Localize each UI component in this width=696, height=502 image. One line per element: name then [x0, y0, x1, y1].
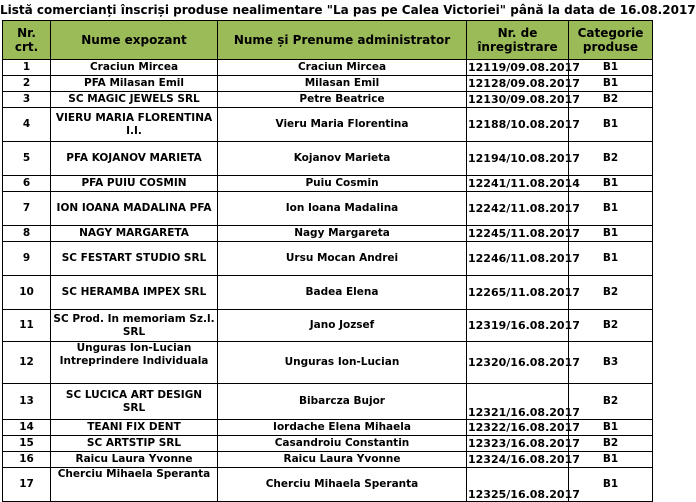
cell-inreg: 12130/09.08.2017: [468, 93, 580, 106]
sheet-title: Listă comercianți înscriși produse nealimentare "La pas pe Calea Victoriei" până la data de 16.08.2017: [0, 3, 696, 17]
cell-inreg: 12319/16.08.2017: [467, 310, 569, 342]
cell-categorie: B1: [569, 226, 653, 242]
table-row: [3, 142, 653, 176]
cell-inreg: 12323/16.08.2017: [468, 437, 580, 450]
cell-categorie: B1: [569, 176, 653, 192]
cell-categorie: B1: [569, 108, 653, 142]
cell-inreg: 12242/11.08.2017: [467, 192, 569, 226]
table-row: [3, 176, 653, 192]
cell-inreg: 12324/16.08.2017: [468, 453, 580, 466]
cell-categorie: B1: [569, 192, 653, 226]
table-row: [3, 342, 653, 384]
table-row: [3, 276, 653, 310]
cell-nr: 17: [3, 468, 51, 502]
cell-admin: Craciun Mircea: [218, 60, 467, 76]
table-row: [3, 242, 653, 276]
cell-expozant: SC MAGIC JEWELS SRL: [51, 92, 218, 108]
header-categorie: Categorie produse: [569, 21, 653, 60]
cell-admin: Petre Beatrice: [218, 92, 467, 108]
cell-categorie: B2: [569, 436, 653, 452]
cell-admin: Ursu Mocan Andrei: [218, 242, 467, 276]
header-nr: Nr. crt.: [3, 21, 51, 60]
cell-admin: Milasan Emil: [218, 76, 467, 92]
cell-expozant: TEANI FIX DENT: [51, 420, 218, 436]
cell-categorie: B2: [569, 276, 653, 310]
cell-expozant: SC FESTART STUDIO SRL: [51, 242, 218, 276]
cell-admin: Bibarcza Bujor: [218, 384, 467, 420]
cell-categorie: B2: [569, 310, 653, 342]
cell-nr: 13: [3, 384, 51, 420]
cell-inreg: 12245/11.08.2017: [468, 227, 580, 240]
cell-expozant: PFA PUIU COSMIN: [51, 176, 218, 192]
cell-inreg: 12128/09.08.2017: [468, 77, 580, 90]
cell-nr: 2: [3, 76, 51, 92]
table-row: [3, 226, 653, 242]
table-row: [3, 436, 653, 452]
cell-expozant: PFA KOJANOV MARIETA: [51, 142, 218, 176]
table-row: [3, 76, 653, 92]
cell-inreg: 12246/11.08.2017: [467, 242, 569, 276]
header-admin: Nume și Prenume administrator: [218, 21, 467, 60]
cell-admin: Nagy Margareta: [218, 226, 467, 242]
cell-nr: 1: [3, 60, 51, 76]
cell-admin: Jano Jozsef: [218, 310, 467, 342]
table-row: [3, 452, 653, 468]
table-row: [3, 108, 653, 142]
cell-expozant-text: Unguras Ion-Lucian Intreprindere Individuala: [59, 342, 209, 367]
table-row: [3, 384, 653, 420]
cell-inreg: 12322/16.08.2017: [468, 421, 580, 434]
cell-nr: 14: [3, 420, 51, 436]
cell-expozant: Cherciu Mihaela Speranta: [51, 468, 218, 502]
table-row: [3, 92, 653, 108]
cell-inreg: 12320/16.08.2017: [467, 342, 569, 384]
cell-nr: 12: [3, 342, 51, 384]
cell-admin: Raicu Laura Yvonne: [218, 452, 467, 468]
cell-inreg: 12119/09.08.2017: [468, 61, 580, 74]
cell-admin: Ion Ioana Madalina: [218, 192, 467, 226]
cell-categorie: B1: [569, 60, 653, 76]
header-expozant: Nume expozant: [51, 21, 218, 60]
cell-inreg: 12265/11.08.2017: [467, 276, 569, 310]
cell-expozant: [51, 342, 218, 384]
cell-admin: Vieru Maria Florentina: [218, 108, 467, 142]
cell-categorie: B3: [569, 342, 653, 384]
cell-admin: Unguras Ion-Lucian: [218, 342, 467, 384]
table-row: [3, 468, 653, 502]
cell-nr: 4: [3, 108, 51, 142]
cell-admin: Badea Elena: [218, 276, 467, 310]
cell-expozant: SC LUCICA ART DESIGN SRL: [51, 384, 218, 420]
cell-categorie: B2: [569, 92, 653, 108]
cell-nr: 6: [3, 176, 51, 192]
cell-nr: 10: [3, 276, 51, 310]
cell-expozant: SC HERAMBA IMPEX SRL: [51, 276, 218, 310]
cell-nr: 5: [3, 142, 51, 176]
table-row: [3, 192, 653, 226]
cell-admin: Kojanov Marieta: [218, 142, 467, 176]
cell-inreg: 12194/10.08.2017: [467, 142, 569, 176]
cell-expozant: VIERU MARIA FLORENTINA I.I.: [51, 108, 218, 142]
table-row: [3, 310, 653, 342]
cell-inreg: 12241/11.08.2014: [468, 177, 580, 190]
cell-categorie: B1: [569, 242, 653, 276]
cell-inreg: 12188/10.08.2017: [467, 108, 569, 142]
cell-expozant: Craciun Mircea: [51, 60, 218, 76]
cell-nr: 11: [3, 310, 51, 342]
cell-nr: 7: [3, 192, 51, 226]
cell-inreg: 12325/16.08.2017: [467, 468, 569, 502]
cell-admin: Casandroiu Constantin: [218, 436, 467, 452]
cell-categorie: B1: [569, 452, 653, 468]
cell-admin: Puiu Cosmin: [218, 176, 467, 192]
cell-categorie: B2: [569, 384, 653, 420]
cell-nr: 3: [3, 92, 51, 108]
cell-admin: Cherciu Mihaela Speranta: [218, 468, 467, 502]
cell-expozant: PFA Milasan Emil: [51, 76, 218, 92]
cell-nr: 9: [3, 242, 51, 276]
cell-inreg: 12321/16.08.2017: [467, 384, 569, 420]
table-row: [3, 420, 653, 436]
cell-categorie: B1: [569, 468, 653, 502]
cell-categorie: B2: [569, 142, 653, 176]
cell-nr: 8: [3, 226, 51, 242]
cell-expozant: NAGY MARGARETA: [51, 226, 218, 242]
header-row: [3, 21, 653, 60]
cell-nr: 15: [3, 436, 51, 452]
cell-expozant: ION IOANA MADALINA PFA: [51, 192, 218, 226]
cell-categorie: B1: [569, 76, 653, 92]
cell-categorie: B1: [569, 420, 653, 436]
merchants-table: [2, 20, 653, 502]
cell-nr: 16: [3, 452, 51, 468]
cell-expozant: SC Prod. In memoriam Sz.l. SRL: [51, 310, 218, 342]
cell-expozant: SC ARTSTIP SRL: [51, 436, 218, 452]
cell-expozant: Raicu Laura Yvonne: [51, 452, 218, 468]
table-row: [3, 60, 653, 76]
header-inreg: Nr. de înregistrare: [467, 21, 569, 60]
cell-admin: Iordache Elena Mihaela: [218, 420, 467, 436]
